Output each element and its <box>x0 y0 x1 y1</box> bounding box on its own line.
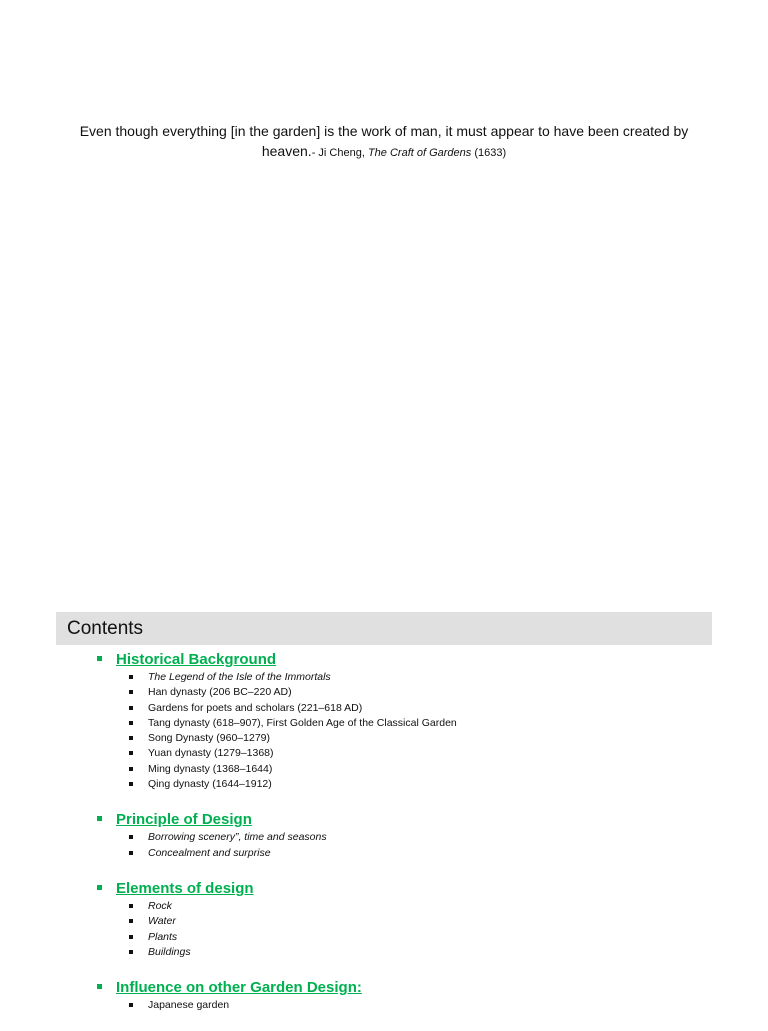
square-bullet-icon <box>129 736 133 740</box>
square-bullet-icon <box>97 885 102 890</box>
quote-attribution <box>312 147 506 159</box>
toc-item-text: Song Dynasty (960–1279) <box>148 732 270 745</box>
toc-list-item <box>95 914 695 929</box>
toc-item-text: Water <box>148 915 176 928</box>
toc-list-item <box>95 945 695 960</box>
square-bullet-icon <box>129 950 133 954</box>
quote-book-title: The Craft of Gardens <box>367 147 472 159</box>
square-bullet-icon <box>97 656 102 661</box>
toc-section-title: Elements of design <box>116 879 254 897</box>
square-bullet-icon <box>129 1003 133 1007</box>
toc-section-title: Historical Background <box>116 651 277 668</box>
square-bullet-icon <box>129 690 133 694</box>
toc-item-text: Tang dynasty (618–907), First Golden Age of the Classical Garden <box>148 716 457 729</box>
square-bullet-icon <box>129 721 133 725</box>
toc-item-text: Buildings <box>148 945 191 958</box>
quote-author: Ji Cheng, <box>318 147 368 159</box>
toc-list-item <box>95 846 695 861</box>
toc-item-text: Rock <box>148 899 172 912</box>
toc-item-text: Gardens for poets and scholars (221–618 AD) <box>148 701 363 714</box>
toc-section-link[interactable] <box>95 879 695 898</box>
toc-section-link[interactable] <box>95 810 695 829</box>
toc-item-text: Ming dynasty (1368–1644) <box>148 762 273 775</box>
square-bullet-icon <box>129 919 133 923</box>
quote-dash: - <box>311 147 319 159</box>
quote-year: (1633) <box>471 147 507 159</box>
toc-sub-list <box>95 670 695 792</box>
toc-item-text: Yuan dynasty (1279–1368) <box>148 747 274 760</box>
square-bullet-icon <box>129 782 133 786</box>
square-bullet-icon <box>129 935 133 939</box>
toc-section-link[interactable] <box>95 650 695 669</box>
toc-item-text: Qing dynasty (1644–1912) <box>148 778 272 791</box>
toc-section <box>95 810 695 861</box>
square-bullet-icon <box>129 706 133 710</box>
toc-sub-list <box>95 830 695 861</box>
toc-list-item <box>95 830 695 845</box>
toc-list-item <box>95 670 695 685</box>
toc-list-item <box>95 777 695 792</box>
toc-item-text: The Legend of the Isle of the Immortals <box>148 671 331 683</box>
square-bullet-icon <box>129 675 133 679</box>
toc-list-item <box>95 930 695 945</box>
square-bullet-icon <box>129 751 133 755</box>
toc-list-item <box>95 731 695 746</box>
toc-sub-list <box>95 998 695 1013</box>
toc-list-item <box>95 762 695 777</box>
contents-heading-bar <box>56 612 712 645</box>
table-of-contents <box>95 650 695 1031</box>
square-bullet-icon <box>129 851 133 855</box>
contents-title: Contents <box>67 618 144 639</box>
toc-item-text: Plants <box>148 930 178 943</box>
toc-list-item <box>95 899 695 914</box>
toc-list-item <box>95 701 695 716</box>
toc-list-item <box>95 685 695 700</box>
square-bullet-icon <box>129 904 133 908</box>
toc-section <box>95 978 695 1013</box>
square-bullet-icon <box>129 835 133 839</box>
toc-section <box>95 650 695 792</box>
toc-item-text: Borrowing scenery”, time and seasons <box>148 831 327 844</box>
toc-item-text: Han dynasty (206 BC–220 AD) <box>148 686 292 699</box>
toc-item-text: Japanese garden <box>148 999 230 1012</box>
square-bullet-icon <box>97 984 102 989</box>
toc-list-item <box>95 746 695 761</box>
toc-list-item <box>95 716 695 731</box>
toc-section-link[interactable] <box>95 978 695 997</box>
toc-sub-list <box>95 899 695 960</box>
square-bullet-icon <box>97 816 102 821</box>
toc-list-item <box>95 998 695 1013</box>
epigraph-quote <box>60 121 708 163</box>
toc-section-title: Principle of Design <box>116 811 252 829</box>
quote-text: Even though everything [in the garden] is the work of man, it must appear to have been created by heaven. <box>79 123 689 159</box>
toc-section-title: Influence on other Garden Design: <box>116 979 362 997</box>
toc-section <box>95 879 695 960</box>
toc-item-text: Concealment and surprise <box>148 846 271 859</box>
square-bullet-icon <box>129 767 133 771</box>
